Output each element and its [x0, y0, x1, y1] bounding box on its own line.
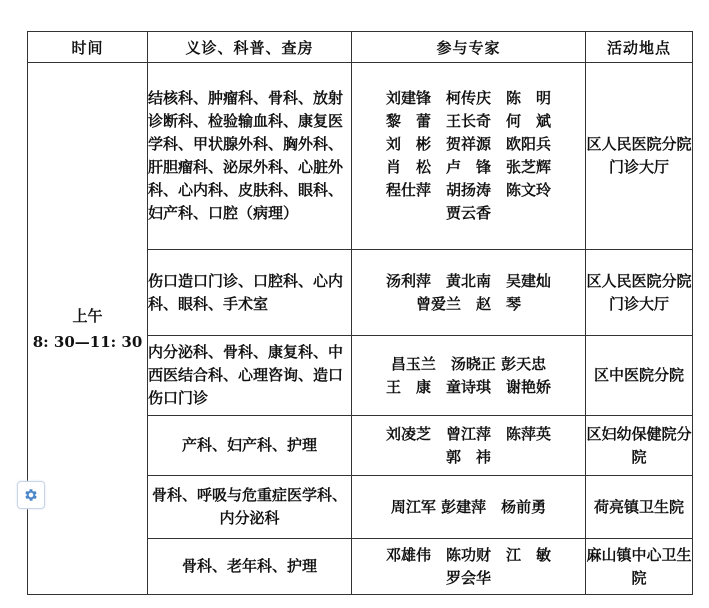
experts-cell: 汤利萍 黄北南 吴建灿 曾爱兰 赵 琴 — [352, 250, 586, 336]
place-cell: 区人民医院分院门诊大厅 — [586, 250, 693, 336]
place-cell: 区人民医院分院门诊大厅 — [586, 63, 693, 250]
place-cell: 荷亮镇卫生院 — [586, 476, 693, 539]
header-time: 时间 — [28, 32, 148, 63]
dept-cell: 骨科、呼吸与危重症医学科、内分泌科 — [148, 476, 352, 539]
experts-cell: 刘建锋 柯传庆 陈 明 黎 蕾 王长奇 何 斌 刘 彬 贺祥源 欧阳兵 肖 松 卢 锋 张芝辉 程仕萍 胡扬涛 陈文玲 贾云香 — [352, 63, 586, 250]
header-place: 活动地点 — [586, 32, 693, 63]
experts-cell: 邓雄伟 陈功财 江 敏 罗会华 — [352, 539, 586, 595]
schedule-table — [27, 31, 693, 595]
header-experts: 参与专家 — [352, 32, 586, 63]
settings-button[interactable] — [17, 481, 45, 509]
place-cell: 区中医院分院 — [586, 336, 693, 416]
dept-cell: 内分泌科、骨科、康复科、中西医结合科、心理咨询、造口伤口门诊 — [148, 336, 352, 416]
dept-cell: 伤口造口门诊、口腔科、心内科、眼科、手术室 — [148, 250, 352, 336]
dept-cell: 结核科、肿瘤科、骨科、放射诊断科、检验输血科、康复医学科、甲状腺外科、胸外科、肝胆瘤科、泌尿外科、心脏外科、心内科、皮肤科、眼科、妇产科、口腔（病理） — [148, 63, 352, 250]
header-row — [28, 32, 693, 63]
header-dept: 义诊、科普、查房 — [148, 32, 352, 63]
experts-cell: 昌玉兰 汤晓正 彭天忠 王 康 童诗琪 谢艳娇 — [352, 336, 586, 416]
place-cell: 区妇幼保健院分院 — [586, 416, 693, 476]
dept-cell: 产科、妇产科、护理 — [148, 416, 352, 476]
time-range: 8: 30—11: 30 — [32, 332, 143, 351]
dept-cell: 骨科、老年科、护理 — [148, 539, 352, 595]
experts-cell: 周江军 彭建萍 杨前勇 — [352, 476, 586, 539]
experts-cell: 刘凌芝 曾江萍 陈萍英 郭 祎 — [352, 416, 586, 476]
time-period: 上午 — [72, 306, 103, 325]
table-row — [28, 63, 693, 250]
time-cell — [28, 63, 148, 595]
gear-icon — [23, 487, 39, 503]
place-cell: 麻山镇中心卫生院 — [586, 539, 693, 595]
